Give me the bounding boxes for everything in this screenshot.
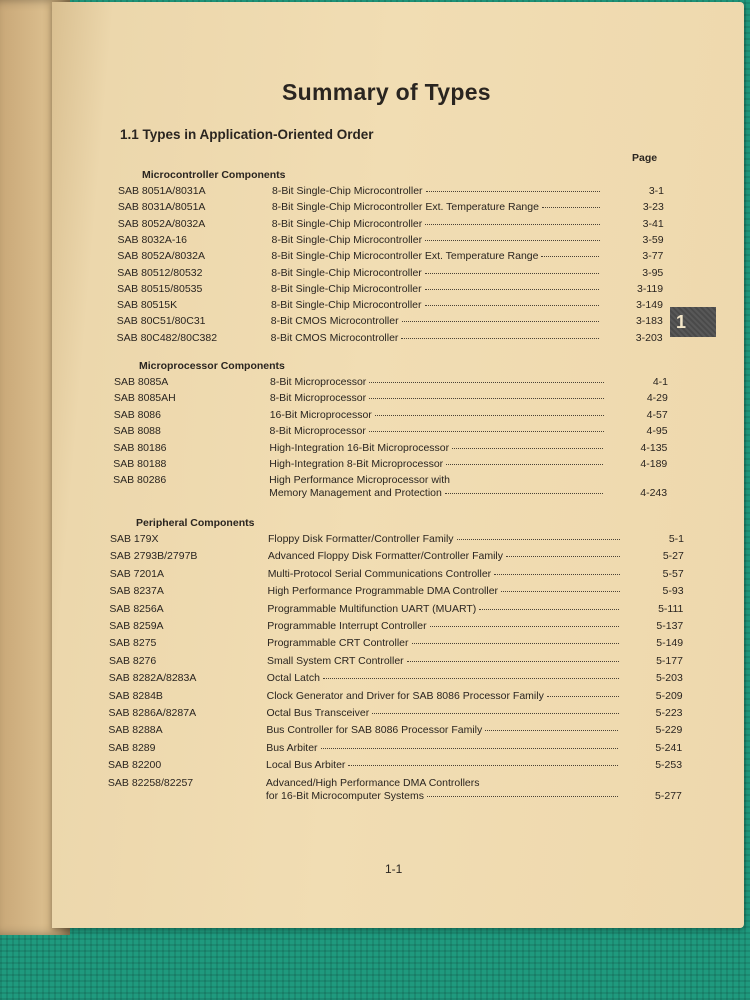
type-description: 8-Bit CMOS Microcontroller xyxy=(270,315,399,328)
type-designation: SAB 80286 xyxy=(113,474,167,487)
table-row xyxy=(110,585,684,601)
page-column-label: Page xyxy=(632,152,658,164)
type-description: Bus Arbiter xyxy=(266,741,318,754)
type-designation: SAB 8276 xyxy=(108,654,157,667)
type-designation: SAB 8282A/8283A xyxy=(108,672,197,685)
table-row xyxy=(109,637,683,653)
dot-leader xyxy=(375,414,604,416)
page-reference: 3-203 xyxy=(635,331,663,344)
group-title: Microprocessor Components xyxy=(139,360,285,372)
dot-leader xyxy=(541,255,599,257)
page-reference: 4-189 xyxy=(640,458,668,470)
type-designation: SAB 8052A/8032A xyxy=(117,250,205,263)
table-row xyxy=(113,458,667,474)
page-reference: 3-77 xyxy=(642,250,664,263)
type-designation: SAB 8088 xyxy=(113,425,161,438)
table-row xyxy=(114,392,668,408)
page-number-footer: 1-1 xyxy=(385,862,403,876)
dot-leader xyxy=(457,538,620,540)
page-reference: 5-203 xyxy=(655,672,683,685)
type-designation: SAB 82258/82257 xyxy=(107,776,194,789)
dot-leader xyxy=(542,206,600,208)
dot-leader xyxy=(425,239,599,241)
type-description: 8-Bit Single-Chip Microcontroller Ext. Temperature Range xyxy=(271,201,539,214)
page-reference: 5-137 xyxy=(656,620,684,632)
table-row xyxy=(118,185,664,201)
dot-leader xyxy=(425,304,599,306)
table-row xyxy=(117,250,663,266)
dot-leader xyxy=(407,660,619,662)
page-reference: 5-93 xyxy=(662,585,684,598)
dot-leader xyxy=(425,272,599,274)
type-description: Small System CRT Controller xyxy=(266,654,404,667)
table-row xyxy=(109,672,683,688)
page-reference: 3-1 xyxy=(648,185,664,197)
dot-leader xyxy=(425,223,599,225)
type-designation: SAB 8032A-16 xyxy=(117,233,188,246)
type-description: 8-Bit Single-Chip Microcontroller Ext. Temperature Range xyxy=(271,250,539,263)
type-designation: SAB 8237A xyxy=(109,585,164,598)
page-reference: 5-277 xyxy=(655,789,682,802)
type-description: Advanced Floppy Disk Formatter/Controller Family xyxy=(267,550,504,563)
type-designation: SAB 80C51/80C31 xyxy=(116,315,206,328)
dot-leader xyxy=(372,712,618,714)
type-description: High Performance Programmable DMA Controller xyxy=(267,585,499,598)
type-description: High-Integration 8-Bit Microprocessor xyxy=(269,458,444,470)
page-reference: 5-111 xyxy=(658,602,684,615)
table-row xyxy=(114,409,668,425)
table-row xyxy=(117,315,663,331)
dot-leader xyxy=(401,337,598,339)
type-designation: SAB 8085AH xyxy=(113,392,176,405)
table-row xyxy=(113,474,667,504)
page-reference: 4-1 xyxy=(652,376,668,388)
type-description: Programmable Interrupt Controller xyxy=(267,620,427,632)
type-description: 8-Bit Single-Chip Microcontroller xyxy=(271,266,422,279)
page-reference: 4-243 xyxy=(640,487,668,500)
table-row xyxy=(109,620,683,636)
type-description: Floppy Disk Formatter/Controller Family xyxy=(268,533,454,545)
type-designation: SAB 8085A xyxy=(114,376,169,388)
description-line1: High Performance Microprocessor with xyxy=(269,474,450,487)
page-reference: 3-41 xyxy=(642,217,664,230)
dot-leader xyxy=(547,695,619,697)
dot-leader xyxy=(427,795,618,797)
table-row xyxy=(117,283,663,299)
page-reference: 5-223 xyxy=(655,707,683,719)
table-row xyxy=(110,568,684,584)
type-designation: SAB 179X xyxy=(110,533,159,545)
dot-leader xyxy=(369,381,604,383)
type-designation: SAB 80188 xyxy=(113,458,167,470)
type-designation: SAB 7201A xyxy=(109,567,164,580)
description-line1: Advanced/High Performance DMA Controllers xyxy=(265,776,480,789)
type-description: 16-Bit Microprocessor xyxy=(269,408,372,421)
type-description: High-Integration 16-Bit Microprocessor xyxy=(269,441,450,454)
type-designation: SAB 8275 xyxy=(109,637,157,650)
chapter-tab: 1 xyxy=(670,307,716,337)
dot-leader xyxy=(446,463,603,465)
page-reference: 5-241 xyxy=(655,741,683,754)
type-description: Octal Latch xyxy=(266,672,320,685)
dot-leader xyxy=(348,764,618,766)
page-reference: 5-209 xyxy=(655,689,683,702)
section-heading: 1.1 Types in Application-Oriented Order xyxy=(120,127,374,142)
page-reference: 5-253 xyxy=(655,759,683,772)
dot-leader xyxy=(425,288,599,290)
table-row xyxy=(114,425,668,441)
type-description: 8-Bit Single-Chip Microcontroller xyxy=(272,185,423,197)
dot-leader xyxy=(452,447,603,449)
table-row xyxy=(114,376,668,392)
table-row xyxy=(108,742,682,758)
page-reference: 4-29 xyxy=(646,392,668,405)
type-designation: SAB 80186 xyxy=(113,441,167,454)
type-description: 8-Bit Single-Chip Microcontroller xyxy=(270,299,422,312)
type-designation: SAB 8256A xyxy=(109,602,164,615)
page-reference: 3-119 xyxy=(637,282,664,295)
type-designation: SAB 2793B/2797B xyxy=(109,550,198,563)
table-row xyxy=(109,707,683,723)
type-description: Octal Bus Transceiver xyxy=(266,707,370,719)
type-designation: SAB 8289 xyxy=(108,741,156,754)
type-description: 8-Bit Single-Chip Microcontroller xyxy=(271,217,423,230)
table-row xyxy=(109,655,683,671)
type-designation: SAB 80512/80532 xyxy=(117,266,203,279)
type-description: 8-Bit Single-Chip Microcontroller xyxy=(271,233,423,246)
type-designation: SAB 8086 xyxy=(113,408,161,421)
type-designation: SAB 80515K xyxy=(116,299,178,312)
page-reference: 4-135 xyxy=(640,441,668,454)
table-row xyxy=(109,690,683,706)
page-reference: 3-183 xyxy=(635,315,663,328)
type-description: 8-Bit Microprocessor xyxy=(269,425,366,438)
table-row xyxy=(108,777,682,807)
type-designation: SAB 8286A/8287A xyxy=(108,707,197,719)
dot-leader xyxy=(445,492,603,494)
type-designation: SAB 80515/80535 xyxy=(117,282,203,295)
type-description: for 16-Bit Microcomputer Systems xyxy=(265,789,425,802)
page-reference: 3-95 xyxy=(642,266,664,279)
dot-leader xyxy=(402,320,599,322)
type-description: Local Bus Arbiter xyxy=(266,759,346,772)
type-description: 8-Bit Microprocessor xyxy=(270,376,367,388)
table-row xyxy=(110,533,684,549)
dot-leader xyxy=(506,555,620,557)
type-description: Clock Generator and Driver for SAB 8086 Processor Family xyxy=(266,689,544,702)
page-reference: 4-57 xyxy=(646,408,668,421)
dot-leader xyxy=(485,729,618,731)
group-title: Microcontroller Components xyxy=(142,169,286,181)
page-title: Summary of Types xyxy=(282,79,491,105)
type-description: Memory Management and Protection xyxy=(269,487,442,500)
page-reference: 5-57 xyxy=(662,567,684,580)
type-designation: SAB 8052A/8032A xyxy=(117,217,206,230)
type-designation: SAB 8259A xyxy=(109,620,164,632)
page-reference: 5-1 xyxy=(668,533,684,545)
table-row xyxy=(118,234,664,250)
document-page xyxy=(52,2,744,928)
table-row xyxy=(109,603,683,619)
page-reference: 5-27 xyxy=(662,550,684,563)
dot-leader xyxy=(369,397,604,399)
table-row xyxy=(117,332,663,348)
page-reference: 3-149 xyxy=(636,299,663,312)
table-row xyxy=(118,218,664,234)
type-designation: SAB 82200 xyxy=(108,759,162,772)
dot-leader xyxy=(479,608,619,610)
type-description: 8-Bit Single-Chip Microcontroller xyxy=(271,282,422,295)
type-description: Multi-Protocol Serial Communications Controller xyxy=(267,567,492,580)
type-designation: SAB 80C482/80C382 xyxy=(116,331,218,344)
type-designation: SAB 8031A/8051A xyxy=(117,201,206,214)
table-row xyxy=(113,442,667,458)
page-reference: 5-149 xyxy=(656,637,684,650)
table-row xyxy=(110,550,684,566)
page-reference: 5-177 xyxy=(656,654,683,667)
type-designation: SAB 8284B xyxy=(108,689,163,702)
dot-leader xyxy=(430,625,620,627)
type-designation: SAB 8051A/8031A xyxy=(118,185,206,197)
type-description: 8-Bit Microprocessor xyxy=(269,392,367,405)
page-reference: 4-95 xyxy=(646,425,668,438)
type-description: Programmable Multifunction UART (MUART) xyxy=(267,602,477,615)
dot-leader xyxy=(494,573,620,575)
dot-leader xyxy=(369,430,604,432)
page-reference: 5-229 xyxy=(655,724,683,737)
table-row xyxy=(108,724,682,740)
type-designation: SAB 8288A xyxy=(108,724,163,737)
table-row xyxy=(118,201,664,217)
table-row xyxy=(117,267,663,283)
dot-leader xyxy=(321,747,619,749)
table-row xyxy=(108,759,682,775)
group-title: Peripheral Components xyxy=(136,517,255,529)
dot-leader xyxy=(501,590,619,592)
type-description: Programmable CRT Controller xyxy=(267,637,409,650)
dot-leader xyxy=(412,642,620,644)
type-description: Bus Controller for SAB 8086 Processor Family xyxy=(266,724,483,737)
table-row xyxy=(117,299,663,315)
dot-leader xyxy=(426,190,600,192)
dot-leader xyxy=(323,677,619,679)
type-description: 8-Bit CMOS Microcontroller xyxy=(270,331,399,344)
page-reference: 3-59 xyxy=(642,233,664,246)
page-reference: 3-23 xyxy=(642,201,664,214)
